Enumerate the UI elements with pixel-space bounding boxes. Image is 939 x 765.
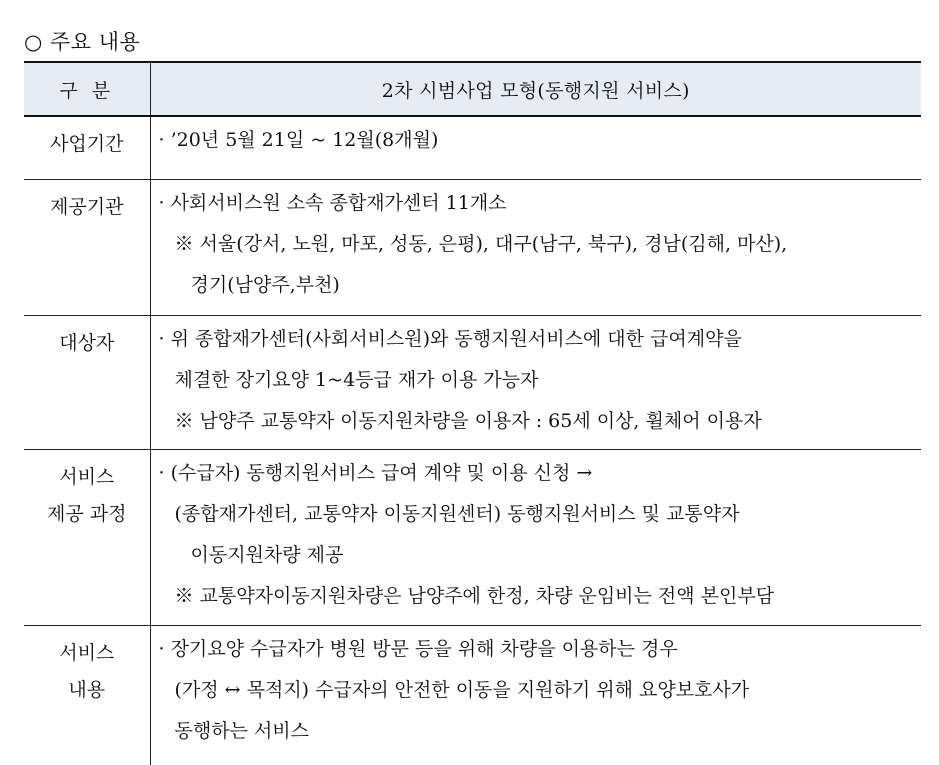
row-content	[150, 316, 921, 450]
row-label	[24, 180, 150, 316]
note-line: ※ 남양주 교통약자 이동지원차량을 이용자 : 65세 이상, 휠체어 이용자	[151, 401, 922, 442]
table-row-period	[24, 116, 921, 180]
row-content	[150, 116, 921, 180]
row-label-text: 제공기관	[24, 189, 150, 226]
content-line: · 장기요양 수급자가 병원 방문 등을 위해 차량을 이용하는 경우	[151, 629, 922, 670]
content-line-continued: 동행하는 서비스	[151, 711, 922, 752]
table-row-target	[24, 316, 921, 450]
row-content	[150, 626, 921, 765]
row-label	[24, 116, 150, 180]
row-label-text: 서비스	[24, 635, 150, 672]
row-label	[24, 626, 150, 765]
content-line: · (수급자) 동행지원서비스 급여 계약 및 이용 신청 →	[151, 453, 922, 494]
content-line-continued: (종합재가센터, 교통약자 이동지원센터) 동행지원서비스 및 교통약자	[151, 494, 922, 535]
note-line-continued: 경기(남양주,부천)	[151, 265, 922, 306]
row-label	[24, 316, 150, 450]
note-line: ※ 교통약자이동지원차량은 남양주에 한정, 차량 운임비는 전액 본인부담	[151, 576, 922, 617]
content-line-continued: 이동지원차량 제공	[151, 535, 922, 576]
header-category: 구 분	[24, 62, 150, 116]
content-line-continued: (가정 ↔ 목적지) 수급자의 안전한 이동을 지원하기 위해 요양보호사가	[151, 670, 922, 711]
row-content	[150, 180, 921, 316]
row-label-text: 제공 과정	[24, 496, 150, 533]
pilot-model-table	[24, 61, 921, 765]
content-line: · 위 종합재가센터(사회서비스원)와 동행지원서비스에 대한 급여계약을	[151, 319, 922, 360]
content-line-continued: 체결한 장기요양 1~4등급 재가 이용 가능자	[151, 360, 922, 401]
row-label-text: 서비스	[24, 459, 150, 496]
table-row-provider	[24, 180, 921, 316]
row-content	[150, 450, 921, 626]
content-line: · ’20년 5월 21일 ~ 12월(8개월)	[151, 120, 922, 161]
table-header-row	[24, 62, 921, 116]
row-label-text: 대상자	[24, 325, 150, 362]
header-model: 2차 시범사업 모형(동행지원 서비스)	[150, 62, 921, 116]
content-line: · 사회서비스원 소속 종합재가센터 11개소	[151, 183, 922, 224]
section-heading: ○ 주요 내용	[24, 26, 140, 56]
table-row-service-content	[24, 626, 921, 765]
note-line: ※ 서울(강서, 노원, 마포, 성동, 은평), 대구(남구, 북구), 경남(김해, 마산),	[151, 224, 922, 265]
row-label	[24, 450, 150, 626]
row-label-text: 사업기간	[24, 126, 150, 163]
table-row-process	[24, 450, 921, 626]
row-label-text: 내용	[24, 672, 150, 709]
